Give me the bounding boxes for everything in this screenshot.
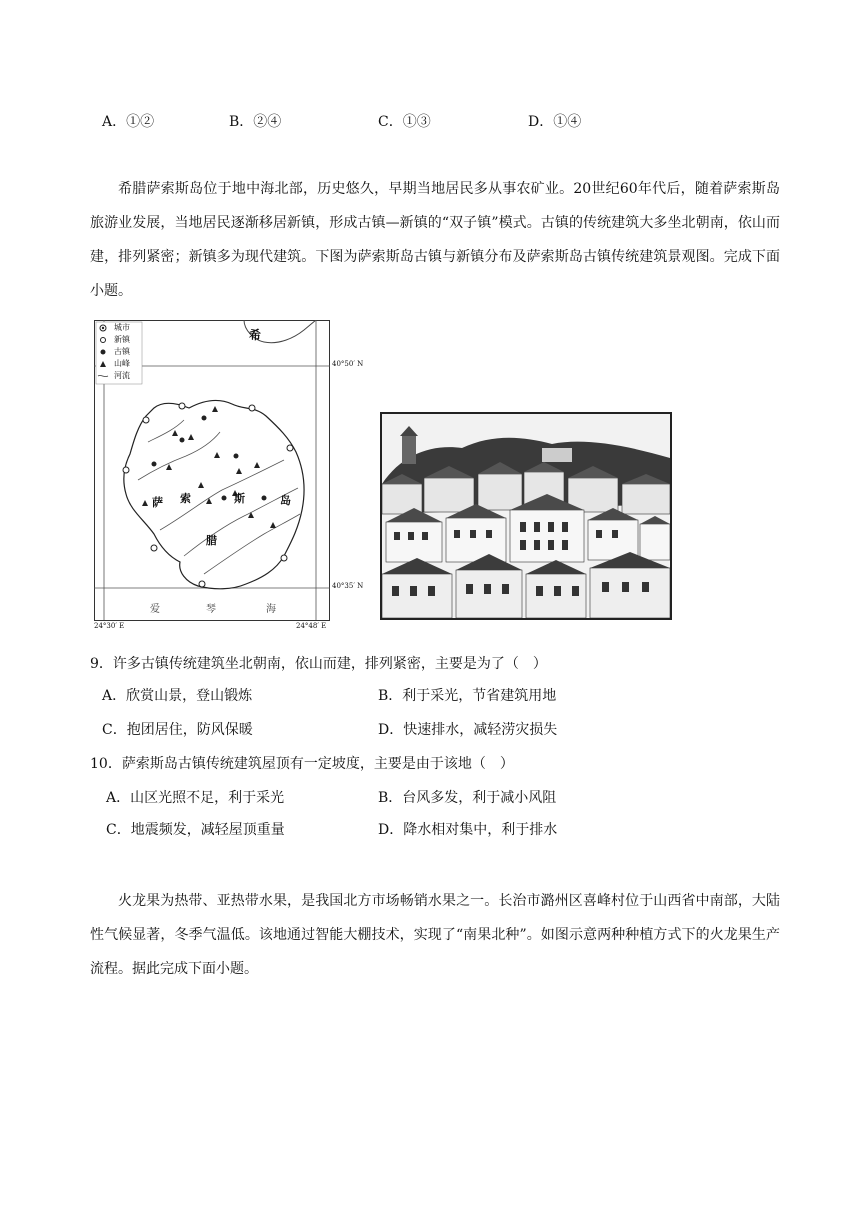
map-label-sea-2: 琴 <box>206 604 216 615</box>
legend-river-label: 河流 <box>114 371 130 380</box>
q9-option-d: D．快速排水，减轻涝灾损失 <box>378 722 558 738</box>
legend-city-label: 城市 <box>114 323 130 332</box>
q10-option-d: D．降水相对集中，利于排水 <box>378 822 558 838</box>
map-label-island-1: 萨 <box>152 496 163 509</box>
q10-option-c: C．地震频发，减轻屋顶重量 <box>106 822 285 838</box>
traditional-buildings-photo <box>380 412 672 620</box>
map-label-sea-3: 海 <box>266 604 276 615</box>
lat-label-bottom: 40°35′ N <box>332 582 364 590</box>
passage-dragon-fruit: 火龙果为热带、亚热带水果，是我国北方市场畅销水果之一。长治市潞州区喜峰村位于山西省中南部，大陆性气候显著，冬季气温低。该地通过智能大棚技术，实现了“南果北种”。如图示意两种种植方式下的火龙果生产流程。据此完成下面小题。 <box>90 893 780 977</box>
legend-old-town-label: 古镇 <box>114 347 130 356</box>
q9-stem: 9．许多古镇传统建筑坐北朝南，依山而建，排列紧密，主要是为了（ ） <box>90 656 547 672</box>
q9-option-b: B．利于采光，节省建筑用地 <box>378 688 557 704</box>
prev-option-b: B．②④ <box>229 114 282 130</box>
q9-option-c: C．抱团居住，防风保暖 <box>102 722 253 738</box>
prev-option-a: A．①② <box>102 114 155 130</box>
q10-option-b: B．台风多发，利于减小风阻 <box>378 790 557 806</box>
map-label-sea-1: 爱 <box>150 604 160 615</box>
q10-stem: 10．萨索斯岛古镇传统建筑屋顶有一定坡度，主要是由于该地（ ） <box>90 756 514 772</box>
prev-option-d: D．①④ <box>528 114 582 130</box>
q10-option-a: A．山区光照不足，利于采光 <box>106 790 285 806</box>
map-label-island-4: 岛 <box>280 494 291 507</box>
lon-label-right: 24°48′ E <box>296 622 327 630</box>
legend-new-town-label: 新镇 <box>114 335 130 344</box>
legend-peak-label: 山峰 <box>114 359 130 368</box>
lon-label-left: 24°30′ E <box>94 622 125 630</box>
thasos-map <box>94 320 364 632</box>
passage-thasos: 希腊萨索斯岛位于地中海北部，历史悠久，早期当地居民多从事农矿业。20世纪60年代后，随着萨索斯岛旅游业发展，当地居民逐渐移居新镇，形成古镇—新镇的“双子镇”模式。古镇的传统建筑大多坐北朝南，依山而建，排列紧密；新镇多为现代建筑。下图为萨索斯岛古镇与新镇分布及萨索斯岛古镇传统建筑景观图。完成下面小题。 <box>90 181 780 299</box>
q9-option-a: A．欣赏山景，登山锻炼 <box>102 688 253 704</box>
map-label-island-2: 索 <box>180 492 191 505</box>
prev-option-c: C．①③ <box>378 114 431 130</box>
map-label-island-3: 斯 <box>234 492 245 505</box>
map-label-greece-top: 希 <box>249 328 262 342</box>
lat-label-top: 40°50′ N <box>332 360 364 368</box>
map-label-greece: 腊 <box>206 534 217 547</box>
photo-graphic <box>382 414 670 618</box>
